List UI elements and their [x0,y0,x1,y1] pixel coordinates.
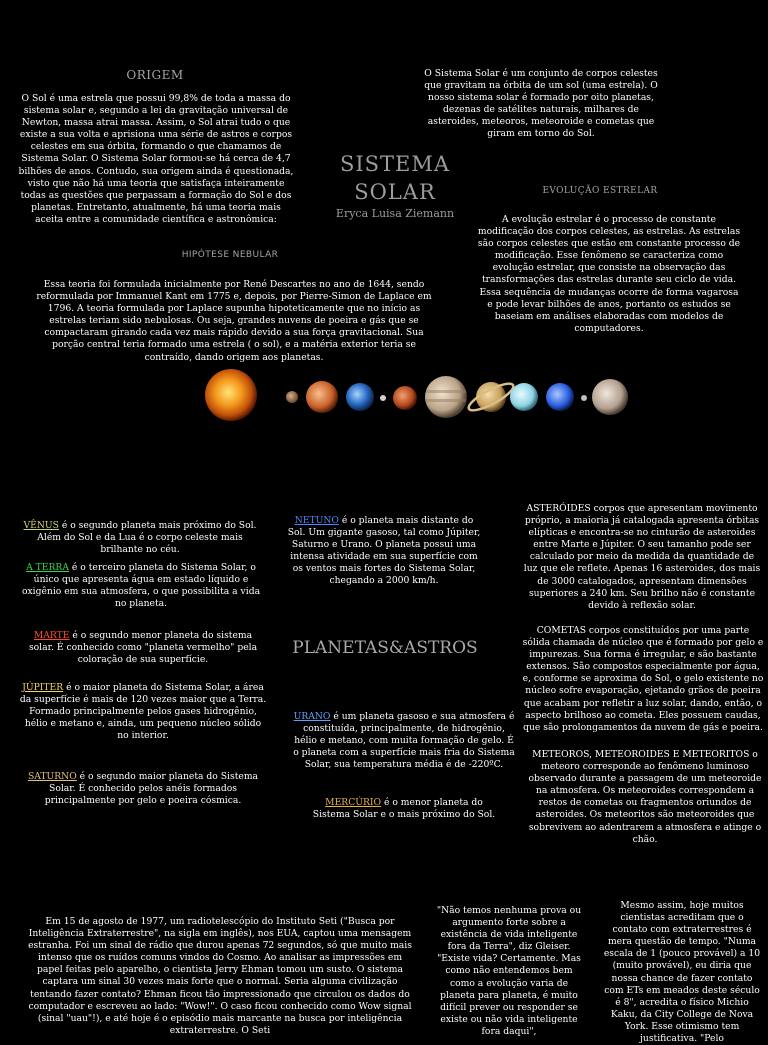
venus-text: é o segundo planeta mais próximo do Sol. Além do Sol e da Lua é o corpo celeste mais brilhante no céu. [37,520,257,556]
title-line-2: SOLAR [354,180,436,204]
planet-urano [292,711,516,771]
planet-terra [16,562,266,610]
wow-signal-text: Em 15 de agosto de 1977, um radiotelescópio do Instituto Seti ("Busca por Inteligência Extraterrestre", na sigla em inglês), nos EUA, captou uma mensagem estranha. Foi um sinal de rádio que durou apenas 72 segundos, só que muito mais intenso que os ruídos comuns vindos do Cosmo. Ao analisar as impressões em papel feitas pelo aparelho, o cientista Jerry Ehman tomou um susto. O sistema captara um sinal 30 vezes mais forte que o normal. Seria alguma civilização tentando fazer contato? Ehman ficou tão impressionado que circulou os dados do computador e escreveu ao lado: "Wow!". O caso ficou conhecido como Wow signal (sinal "uau"!), e até hoje é o episódio mais marcante na busca por inteligência extraterrestre. O Seti [28,916,412,1036]
urano-label: URANO [293,711,331,722]
planet-marte [20,630,266,666]
hipotese-text: Essa teoria foi formulada inicialmente por René Descartes no ano de 1644, sendo reformulada por Immanuel Kant em 1775 e, depois, por Pierre-Simon de Laplace em 1796. A teoria formulada por Laplace supunha hipoteticamente que no início as estrelas teriam sido nebulosas. Ou seja, grandes nuvens de poeira e gás que se compactaram girando cada vez mais rápido devido a sua força gravitacional. Sua porção central teria formado uma estrela ( o sol), e a matéria exterior teria se contraído, dando origem aos planetas. [36,279,432,363]
terra-text: é o terceiro planeta do Sistema Solar, o único que apresenta água em estado líquido e oxigênio em sua atmosfera, o que possibilita a vida no planeta. [21,562,261,610]
solar-system-image [205,362,635,428]
hipotese-heading: HIPÓTESE NEBULAR [181,250,279,260]
marte-label: MARTE [33,630,70,641]
title-line-1: SISTEMA [339,152,451,176]
mercurio-label: MERCÚRIO [325,797,382,808]
planet-jupiter [18,682,268,742]
planet-mercurio [306,797,502,821]
sun-icon [205,369,257,421]
meteoros-text: METEOROS, METEOROIDES E METEORITOS o meteoro corresponde ao fenômeno luminoso observado durante a passagem de um meteoroide na atmosfera. Os meteoroides correspondem a restos de cometas ou fragmentos oriundos de asteroides. Os meteoritos são meteoroides que sobrevivem ao adentrarem a atmosfera e atinge o chão. [528,749,762,845]
planet-saturno [26,771,260,807]
page-title [330,150,460,206]
moon-icon [380,395,386,401]
planet-venus [20,520,260,556]
mars-icon [393,386,417,410]
neptune-icon [546,383,574,411]
planet-netuno [286,515,482,588]
venus-label: VÊNUS [23,520,59,531]
mercurio-text: é o menor planeta do Sistema Solar e o mais próximo do Sol. [312,797,496,821]
jupiter-icon [425,376,467,418]
small-body-icon [581,395,587,401]
jupiter-label: JÚPITER [22,682,64,693]
intro-text: O Sistema Solar é um conjunto de corpos celestes que gravitam na órbita de um sol (uma estrela). O nosso sistema solar é formado por oito planetas, dezenas de satélites naturais, milhares de asteroides, meteoros, meteoroide e cometas que giram em torno do Sol. [424,68,658,140]
mercury-icon [286,391,298,403]
evolucao-text: A evolução estrelar é o processo de constante modificação dos corpos celestes, as estrelas. As estrelas são corpos celestes que estão em constante processo de modificação. Esse fenômeno se caracteriza como evolução estrelar, que consiste na observação das transformações das estrelas durante seu ciclo de vida. Essa sequência de mudanças ocorre de forma vagarosa e pode levar bilhões de anos, portanto os estudos se baseiam em análises elaboradas com modelos de computadores. [477,214,741,334]
jupiter-text: é o maior planeta do Sistema Solar, a área da superfície é mais de 120 vezes maior que a Terra. Formado principalmente pelos gases hidrogênio, hélio e metano e, ainda, um pequeno núcleo sólido no interior. [19,682,267,742]
venus-icon [306,381,338,413]
saturno-text: é o segundo maior planeta do Sistema Solar. É conhecido pelos anéis formados principalmente por gelo e poeira cósmica. [44,771,259,807]
pluto-icon [592,379,628,415]
marte-text: é o segundo menor planeta do sistema solar. É conhecido como "planeta vermelho" pela coloração de sua superfície. [28,630,258,666]
urano-text: é um planeta gasoso e sua atmosfera é constituída, principalmente, de hidrogênio, hélio e metano, com muita formação de gelo. É o planeta com a superfície mais fria do Sistema Solar, sua temperatura média é de -220ºC. [293,711,515,771]
origem-heading: ORIGEM [126,68,184,82]
evolucao-heading: EVOLUÇÃO ESTRELAR [542,186,658,196]
saturno-label: SATURNO [27,771,77,782]
cometas-text: COMETAS corpos constituídos por uma parte sólida chamada de núcleo que é formado por gelo e impurezas. Sua forma é irregular, e são bastante extensos. São compostos especialmente por água, e, conforme se aproxima do Sol, o gelo existente no núcleo sofre evaporação, ejetando grãos de poeira que acabam por refletir a luz solar, dando, então, o aspecto brilhoso ao cometa. Eles possuem caudas, que são prolongamentos da nuvem de gás e poeira. [522,625,764,733]
netuno-label: NETUNO [294,515,339,526]
uranus-icon [510,383,538,411]
asteroides-text: ASTERÓIDES corpos que apresentam movimento próprio, a maioria já catalogada apresenta órbitas elípticas e encontra-se no cinturão de asteroides entre Marte e Júpiter. O seu tamanho pode ser calculado por meio da medida da quantidade de luz que ele reflete. Apenas 16 asteroides, dos mais de 3000 catalogados, apresentam dimensões superiores a 240 km. Seu brilho não é constante devido à reflexão solar. [523,503,761,611]
author-name: Eryca Luisa Ziemann [335,207,455,220]
earth-icon [346,383,374,411]
planetas-astros-heading: PLANETAS&ASTROS [292,638,478,658]
netuno-text: é o planeta mais distante do Sol. Um gigante gasoso, tal como Júpiter, Saturno e Urano. O planeta possui uma intensa atividade em sua superfície com os ventos mais fortes do Sistema Solar, chegando a 2000 km/h. [287,515,481,587]
origem-text: O Sol é uma estrela que possui 99,8% de toda a massa do sistema solar e, segundo a lei da gravitação universal de Newton, massa atrai massa. Assim, o Sol atrai tudo o que existe a sua volta e aprisiona uma série de astros e corpos celestes em sua órbita, formando o que chamamos de Sistema Solar. O Sistema Solar formou-se há cerca de 4,7 bilhões de anos. Contudo, sua origem ainda é questionada, visto que não há uma teoria que satisfaça inteiramente todas as questões que perpassam a formação do Sol e dos planetas. Entretanto, atualmente, há uma teoria mais aceita entre a comunidade científica e astronômica: [18,93,294,225]
kaku-quote: Mesmo assim, hoje muitos cientistas acreditam que o contato com extraterrestres é mera questão de tempo. "Numa escala de 1 (pouco provável) a 10 (muito provável), eu diria que nossa chance de fazer contato com ETs em meados deste século é 8", acredita o físico Michio Kaku, da City College de Nova York. Esse otimismo tem justificativa. "Pelo [603,900,761,1045]
terra-label: A TERRA [26,562,69,573]
saturn-icon [476,382,506,412]
gleiser-quote: "Não temos nenhuma prova ou argumento forte sobre a existência de vida inteligente fora da Terra", diz Gleiser. "Existe vida? Certamente. Mas como não entendemos bem como a evolução varia de planeta para planeta, é muito difícil prever ou responder se existe ou não vida inteligente fora daqui", [436,905,582,1037]
